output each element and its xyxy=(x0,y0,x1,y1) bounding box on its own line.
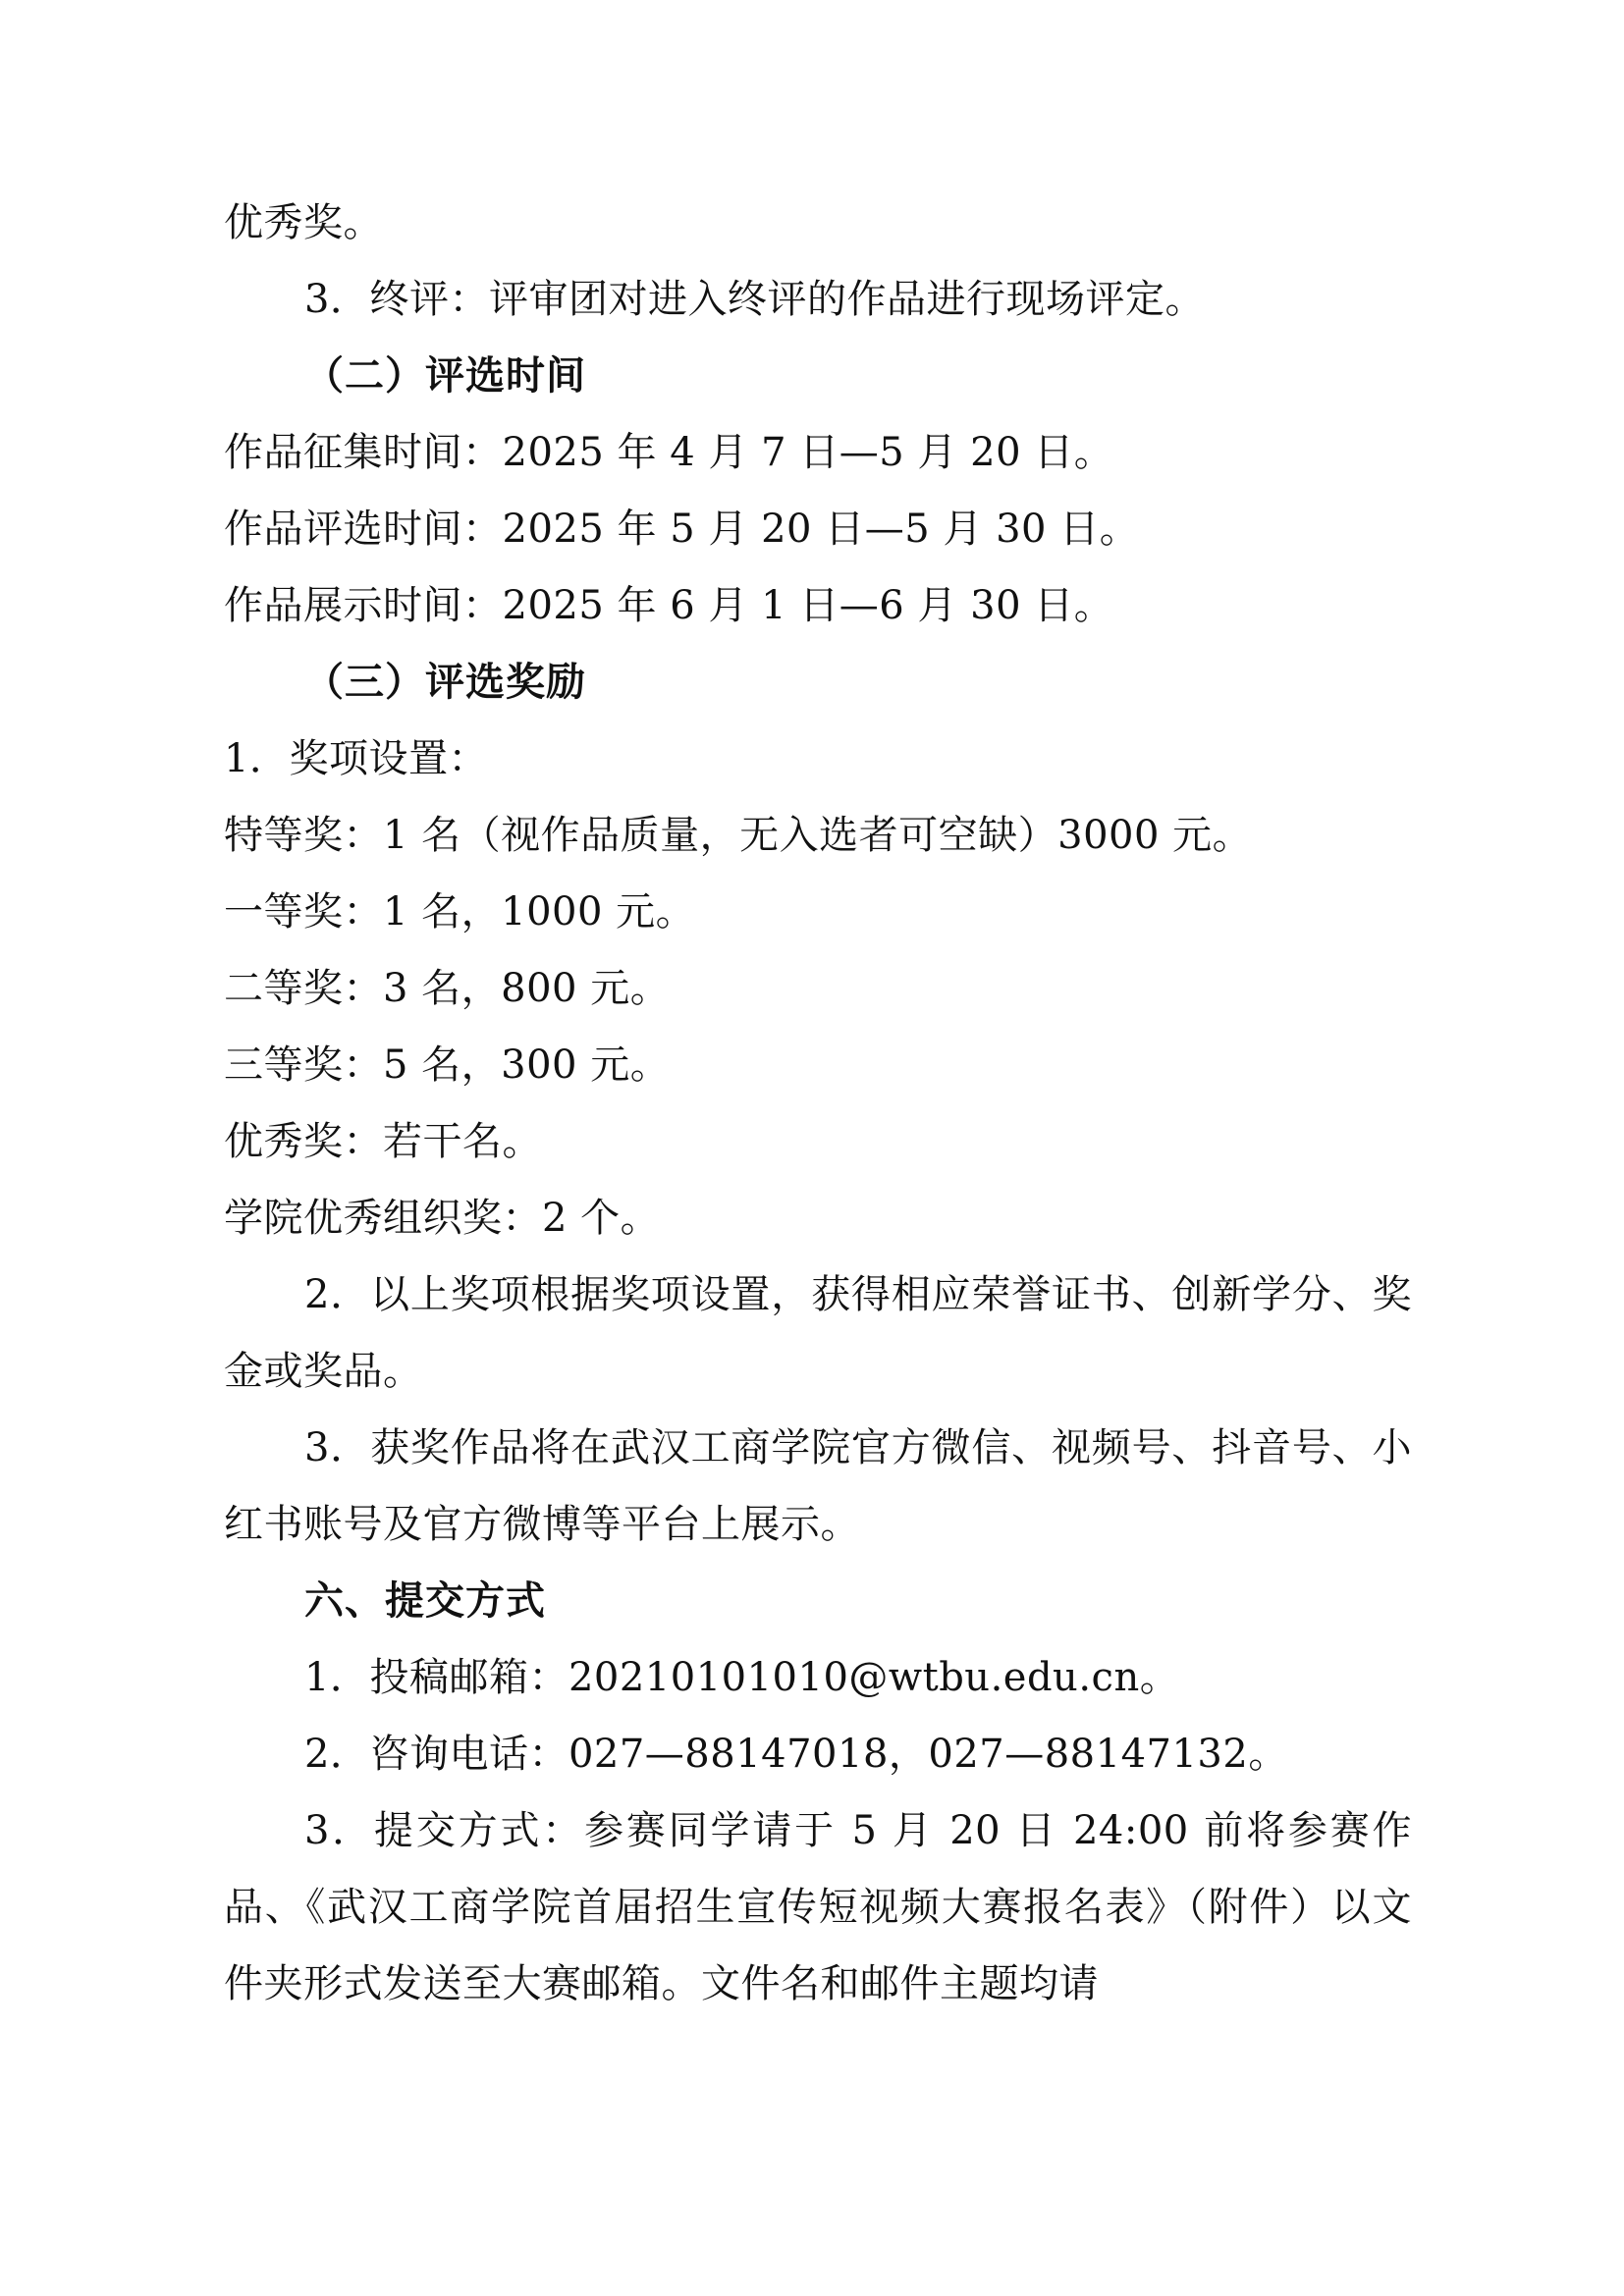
paragraph-line: 3．提交方式：参赛同学请于 5 月 20 日 24:00 前将参赛作品、《武汉工商学院首届招生宣传短视频大赛报名表》（附件）以文件夹形式发送至大赛邮箱。文件名和邮件主题均请 xyxy=(224,1808,1412,2006)
paragraph-line: 1．奖项设置： xyxy=(224,736,488,781)
paragraph-line: 作品征集时间：2025 年 4 月 7 日—5 月 20 日。 xyxy=(224,430,1114,475)
paragraph-line: 1．投稿邮箱：20210101010@wtbu.edu.cn。 xyxy=(304,1655,1180,1700)
section-heading: （三）评选奖励 xyxy=(304,660,586,705)
section-heading: （二）评选时间 xyxy=(304,353,586,399)
paragraph-line: 作品展示时间：2025 年 6 月 1 日—6 月 30 日。 xyxy=(224,583,1114,628)
paragraph-line: 学院优秀组织奖：2 个。 xyxy=(224,1196,661,1241)
paragraph-line: 优秀奖。 xyxy=(224,200,383,245)
paragraph-line: 2．咨询电话：027—88147018，027—88147132。 xyxy=(304,1732,1288,1777)
paragraph-line: 特等奖：1 名（视作品质量，无入选者可空缺）3000 元。 xyxy=(224,813,1253,858)
section-heading: 六、提交方式 xyxy=(304,1578,546,1624)
paragraph-line: 一等奖：1 名，1000 元。 xyxy=(224,889,696,934)
paragraph-line: 3．获奖作品将在武汉工商学院官方微信、视频号、抖音号、小红书账号及官方微博等平台上展示。 xyxy=(224,1425,1412,1547)
paragraph-line: 三等奖：5 名，300 元。 xyxy=(224,1042,671,1088)
paragraph-line: 3．终评：评审团对进入终评的作品进行现场评定。 xyxy=(304,277,1205,322)
paragraph-line: 2．以上奖项根据奖项设置，获得相应荣誉证书、创新学分、奖金或奖品。 xyxy=(224,1272,1412,1394)
paragraph-line: 二等奖：3 名，800 元。 xyxy=(224,966,671,1011)
paragraph-line: 作品评选时间：2025 年 5 月 20 日—5 月 30 日。 xyxy=(224,507,1140,552)
document-body xyxy=(224,185,1412,2022)
paragraph-line: 优秀奖：若干名。 xyxy=(224,1119,542,1164)
